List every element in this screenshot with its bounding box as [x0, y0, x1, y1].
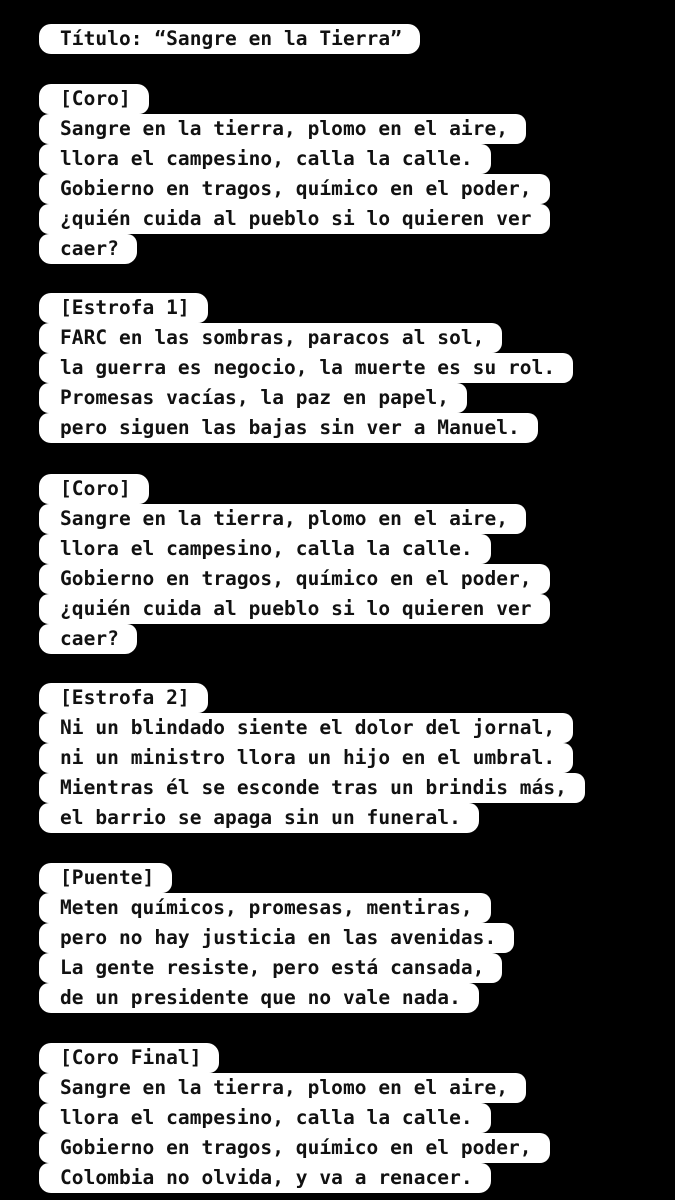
lyric-line: FARC en las sombras, paracos al sol,	[39, 323, 502, 353]
lyric-line: de un presidente que no vale nada.	[39, 983, 479, 1013]
lyric-line: Gobierno en tragos, químico en el poder,	[39, 174, 550, 204]
section-heading-coro: [Coro]	[39, 84, 149, 114]
lyric-line: Promesas vacías, la paz en papel,	[39, 383, 467, 413]
lyric-line: ni un ministro llora un hijo en el umbral.	[39, 743, 573, 773]
lyric-line: Sangre en la tierra, plomo en el aire,	[39, 504, 526, 534]
lyric-line: La gente resiste, pero está cansada,	[39, 953, 502, 983]
section-heading-coro: [Coro]	[39, 474, 149, 504]
lyric-line: Mientras él se esconde tras un brindis más,	[39, 773, 585, 803]
lyric-line: Ni un blindado siente el dolor del jornal,	[39, 713, 573, 743]
lyric-line: Gobierno en tragos, químico en el poder,	[39, 1133, 550, 1163]
section-heading-estrofa-1: [Estrofa 1]	[39, 293, 208, 323]
lyric-line: llora el campesino, calla la calle.	[39, 144, 491, 174]
lyric-line: Sangre en la tierra, plomo en el aire,	[39, 1073, 526, 1103]
lyrics-title: Título: “Sangre en la Tierra”	[39, 24, 420, 54]
lyric-line: el barrio se apaga sin un funeral.	[39, 803, 479, 833]
section-heading-estrofa-2: [Estrofa 2]	[39, 683, 208, 713]
lyric-line: la guerra es negocio, la muerte es su rol.	[39, 353, 573, 383]
lyric-line: pero siguen las bajas sin ver a Manuel.	[39, 413, 538, 443]
lyric-line: caer?	[39, 234, 137, 264]
lyric-line: llora el campesino, calla la calle.	[39, 1103, 491, 1133]
lyric-line: pero no hay justicia en las avenidas.	[39, 923, 514, 953]
section-heading-puente: [Puente]	[39, 863, 172, 893]
lyric-line: Gobierno en tragos, químico en el poder,	[39, 564, 550, 594]
lyric-line: Meten químicos, promesas, mentiras,	[39, 893, 491, 923]
lyric-line: caer?	[39, 624, 137, 654]
lyric-line: ¿quién cuida al pueblo si lo quieren ver	[39, 204, 550, 234]
section-heading-coro-final: [Coro Final]	[39, 1043, 219, 1073]
lyric-line: llora el campesino, calla la calle.	[39, 534, 491, 564]
lyric-line: Sangre en la tierra, plomo en el aire,	[39, 114, 526, 144]
lyric-line: Colombia no olvida, y va a renacer.	[39, 1163, 491, 1193]
lyric-line: ¿quién cuida al pueblo si lo quieren ver	[39, 594, 550, 624]
